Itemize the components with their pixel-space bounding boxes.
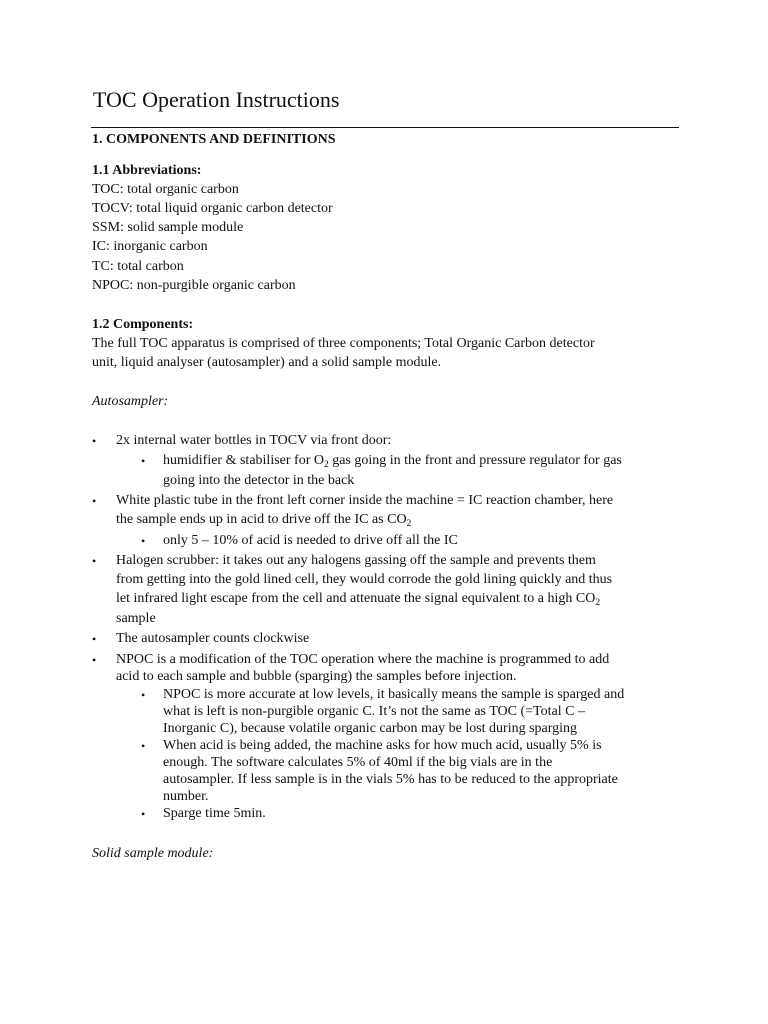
abbreviation-ssm: SSM: solid sample module [92,220,244,235]
list-item-sparge-time: Sparge time 5min. [163,806,266,821]
list-item-acid-addition-cont: number. [163,789,209,804]
list-item-acid-addition: When acid is being added, the machine asks for how much acid, usually 5% is [163,738,602,753]
bullet-glyph: • [92,494,97,508]
bullet-glyph: • [141,454,146,468]
list-item-water-bottles: 2x internal water bottles in TOCV via front door: [116,433,392,448]
co2-subscript: 2 [406,519,412,529]
list-item-npoc-cont: acid to each sample and bubble (sparging) the samples before injection. [116,669,517,684]
bullet-glyph: • [92,434,97,448]
abbreviations-heading: 1.1 Abbreviations: [92,163,202,178]
humidifier-text: gas going in the front and pressure regulator for gas [328,453,622,468]
halogen-text: let infrared light escape from the cell and attenuate the signal equivalent to a high CO [116,591,596,606]
co2-subscript: 2 [595,598,601,608]
abbreviation-tc: TC: total carbon [92,259,184,274]
oxygen-subscript: 2 [323,460,329,470]
list-item-humidifier [163,452,622,470]
components-paragraph-line: The full TOC apparatus is comprised of three components; Total Organic Carbon detector [92,336,595,351]
abbreviation-tocv: TOCV: total liquid organic carbon detector [92,201,333,216]
abbreviation-npoc: NPOC: non-purgible organic carbon [92,278,296,293]
list-item-halogen-scrubber-cont: sample [116,611,156,626]
list-item-npoc-accuracy-cont: what is left is non-purgible organic C. It’s not the same as TOC (=Total C – [163,704,585,719]
solid-sample-heading: Solid sample module: [92,846,214,861]
list-item-reaction-chamber: White plastic tube in the front left corner inside the machine = IC reaction chamber, here [116,493,614,508]
components-heading: 1.2 Components: [92,317,194,332]
section-heading-components: 1. COMPONENTS AND DEFINITIONS [92,132,336,147]
list-item-halogen-scrubber: Halogen scrubber: it takes out any halogens gassing off the sample and prevents them [116,553,596,568]
bullet-glyph: • [92,632,97,646]
bullet-glyph: • [141,688,146,702]
bullet-glyph: • [92,554,97,568]
list-item-halogen-scrubber-cont [116,590,600,608]
list-item-humidifier-cont: going into the detector in the back [163,473,355,488]
abbreviation-toc: TOC: total organic carbon [92,182,239,197]
list-item-clockwise: The autosampler counts clockwise [116,631,310,646]
list-item-reaction-chamber-cont [116,511,411,529]
title-divider [91,127,679,128]
bullet-glyph: • [141,739,146,753]
list-item-acid-percentage: only 5 – 10% of acid is needed to drive off all the IC [163,533,458,548]
reaction-chamber-text: the sample ends up in acid to drive off the IC as CO [116,512,407,527]
bullet-glyph: • [92,653,97,667]
abbreviation-ic: IC: inorganic carbon [92,239,208,254]
humidifier-text: humidifier & stabiliser for O [163,453,324,468]
list-item-npoc: NPOC is a modification of the TOC operation where the machine is programmed to add [116,652,610,667]
list-item-npoc-accuracy: NPOC is more accurate at low levels, it basically means the sample is sparged and [163,687,625,702]
bullet-glyph: • [141,807,146,821]
components-paragraph-line: unit, liquid analyser (autosampler) and a solid sample module. [92,355,442,370]
document-title: TOC Operation Instructions [93,87,340,112]
list-item-acid-addition-cont: autosampler. If less sample is in the vials 5% has to be reduced to the appropriate [163,772,618,787]
list-item-npoc-accuracy-cont: Inorganic C), because volatile organic carbon may be lost during sparging [163,721,578,736]
list-item-halogen-scrubber-cont: from getting into the gold lined cell, they would corrode the gold lining quickly and thus [116,572,613,587]
autosampler-heading: Autosampler: [92,394,169,409]
list-item-acid-addition-cont: enough. The software calculates 5% of 40ml if the big vials are in the [163,755,553,770]
bullet-glyph: • [141,534,146,548]
